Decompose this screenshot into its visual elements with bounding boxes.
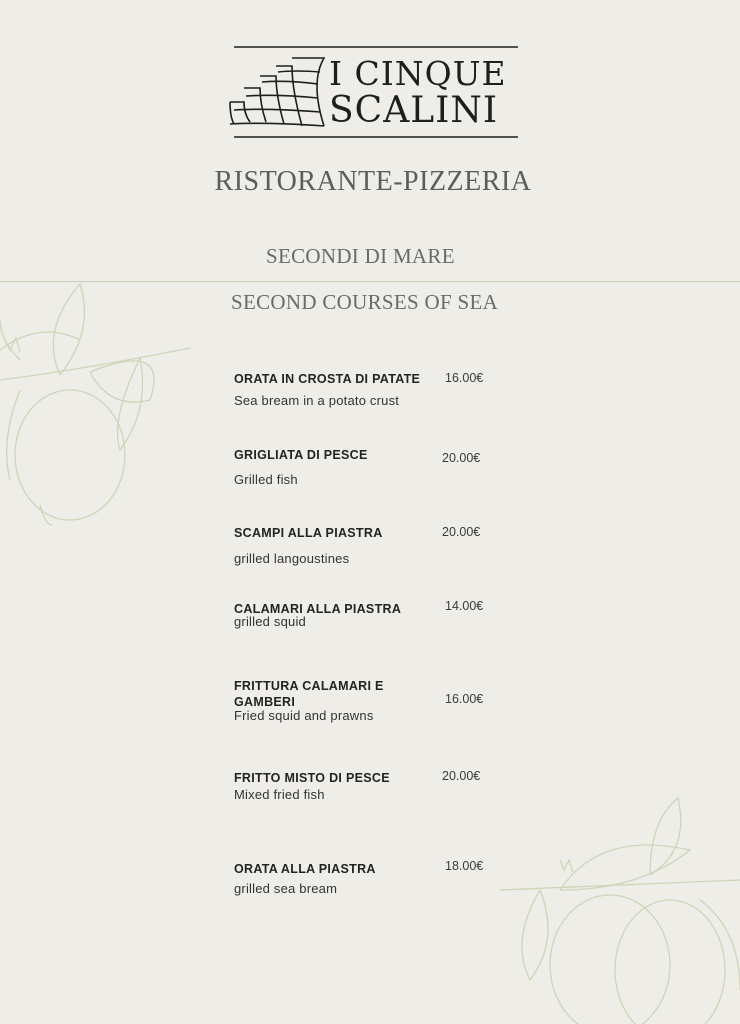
menu-item-name: CALAMARI ALLA PIASTRA	[234, 602, 402, 616]
lemon-branch-illustration	[500, 790, 740, 1024]
menu-item-name: ORATA IN CROSTA DI PATATE	[234, 372, 421, 386]
menu-item-description: Mixed fried fish	[234, 787, 325, 802]
menu-item-name: ORATA ALLA PIASTRA	[234, 862, 376, 876]
restaurant-logo	[226, 42, 526, 142]
menu-item-name: FRITTO MISTO DI PESCE	[234, 771, 390, 785]
brand-name-line2: SCALINI	[329, 90, 499, 131]
section-divider	[0, 281, 740, 282]
menu-item-price: 20.00€	[442, 769, 481, 783]
lemon-branch-illustration	[0, 280, 200, 540]
menu-item-name: GRIGLIATA DI PESCE	[234, 448, 368, 462]
menu-item-description: grilled langoustines	[234, 551, 350, 566]
restaurant-subtitle: RISTORANTE-PIZZERIA	[214, 166, 532, 197]
menu-item-description: grilled sea bream	[234, 881, 338, 896]
menu-item-description: Sea bream in a potato crust	[234, 393, 400, 408]
menu-item-price: 16.00€	[445, 692, 484, 706]
menu-item-description: Fried squid and prawns	[234, 708, 374, 723]
menu-item-price: 18.00€	[445, 859, 484, 873]
menu-item-name: FRITTURA CALAMARI E GAMBERI	[234, 679, 384, 709]
menu-item-price: 20.00€	[442, 525, 481, 539]
menu-item-description: grilled squid	[234, 614, 306, 629]
menu-item-name: SCAMPI ALLA PIASTRA	[234, 526, 383, 540]
section-title-english: SECOND COURSES OF SEA	[231, 290, 499, 314]
menu-item-price: 20.00€	[442, 451, 481, 465]
menu-item-description: Grilled fish	[234, 472, 298, 487]
menu-item-price: 16.00€	[445, 371, 484, 385]
section-title-italian: SECONDI DI MARE	[266, 244, 455, 268]
brand-name-line1: I CINQUE	[329, 54, 507, 93]
menu-item-price: 14.00€	[445, 599, 484, 613]
